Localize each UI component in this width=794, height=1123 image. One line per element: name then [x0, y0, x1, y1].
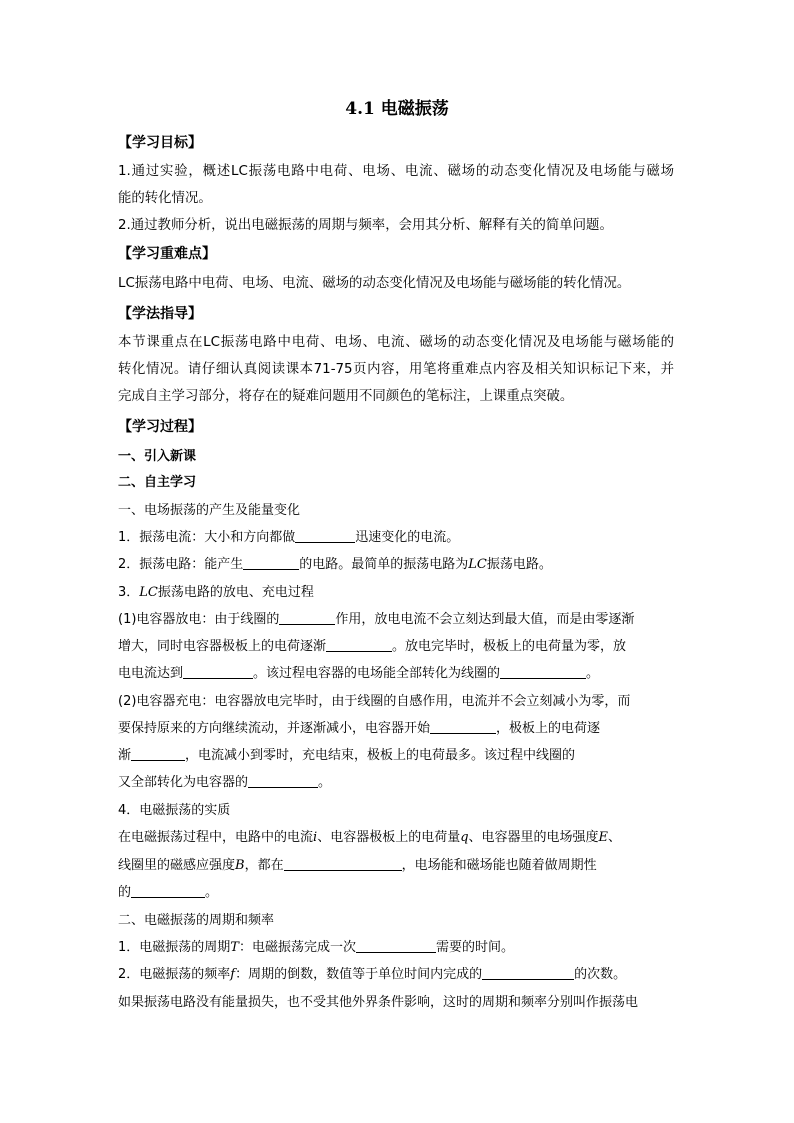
answer-blank[interactable] — [482, 965, 574, 980]
charge-line-1: (2)电容器充电：电容器放电完毕时，由于线圈的自感作用，电流并不会立刻减小为零，而 — [118, 694, 631, 709]
lc-symbol: LC — [139, 585, 158, 600]
essence-text-i: 。 — [205, 885, 219, 900]
frequency-text-b: ：周期的倒数，数值等于单位时间内完成的 — [235, 967, 483, 982]
frequency-symbol: f — [230, 967, 236, 982]
question-2-text-a: 2．振荡电路：能产生 — [118, 557, 244, 572]
charge-text-c: 渐 — [118, 748, 132, 763]
question-3 — [118, 583, 314, 603]
answer-blank[interactable] — [295, 528, 355, 543]
answer-blank[interactable] — [183, 664, 253, 679]
guidance-line-1: 本节课重点在LC振荡电路中电荷、电场、电流、磁场的动态变化情况及电场能与磁场能的 — [118, 335, 674, 350]
answer-blank[interactable] — [326, 637, 392, 652]
key-points-text: LC振荡电路中电荷、电场、电流、磁场的动态变化情况及电场能与磁场能的转化情况。 — [118, 276, 631, 291]
essence-text-f: ，都在 — [244, 858, 284, 873]
answer-blank[interactable] — [356, 938, 436, 953]
field-symbol: E — [598, 830, 609, 845]
question-4: 4．电磁振荡的实质 — [118, 803, 231, 818]
charge-symbol: q — [460, 830, 469, 845]
question-3-text: 振荡电路的放电、充电过程 — [157, 585, 314, 600]
current-symbol: i — [313, 830, 318, 845]
charge-line-2 — [118, 719, 600, 739]
discharge-line-1 — [118, 610, 634, 630]
charge-text-f: 。 — [318, 775, 332, 790]
part-1-heading: 一、电场振荡的产生及能量变化 — [118, 503, 301, 518]
period-line — [118, 938, 514, 958]
essence-line-1 — [118, 828, 621, 848]
charge-text-d: ，电流减小到零时，充电结束，极板上的电荷最多。该过程中线圈的 — [185, 748, 576, 763]
question-2-text-c: 振荡电路。 — [486, 557, 552, 572]
section-intro: 一、引入新课 — [118, 449, 197, 464]
frequency-text-c: 的次数。 — [574, 967, 627, 982]
magnetic-symbol: B — [235, 858, 245, 873]
discharge-text-e: 电电流达到 — [118, 666, 184, 681]
charge-text-a: 要保持原来的方向继续流动，并逐渐减小，电容器开始 — [118, 721, 431, 736]
essence-text-c: 、电容器里的电场强度 — [468, 830, 599, 845]
page-title: 4.1 电磁振荡 — [345, 99, 449, 119]
question-2 — [118, 555, 552, 575]
answer-blank[interactable] — [248, 773, 318, 788]
charge-line-4 — [118, 773, 331, 793]
section-self-study: 二、自主学习 — [118, 475, 197, 490]
period-text-b: ：电磁振荡完成一次 — [238, 940, 356, 955]
lc-symbol: LC — [468, 557, 487, 572]
objective-1-line-2: 能的转化情况。 — [118, 191, 212, 206]
heading-process: 【学习过程】 — [118, 419, 202, 435]
charge-line-3 — [118, 746, 575, 766]
answer-blank[interactable] — [284, 856, 402, 871]
charge-text-b: ，极板上的电荷逐 — [496, 721, 601, 736]
discharge-text-f: 。该过程电容器的电场能全部转化为线圈的 — [253, 666, 501, 681]
period-text-a: 1．电磁振荡的周期 — [118, 940, 231, 955]
objective-1-line-1: 1.通过实验，概述LC振荡电路中电荷、电场、电流、磁场的动态变化情况及电场能与磁场 — [118, 164, 674, 179]
discharge-line-2 — [118, 637, 626, 657]
essence-text-d: 、 — [608, 830, 622, 845]
discharge-text-c: 增大，同时电容器极板上的电荷逐渐 — [118, 639, 327, 654]
period-symbol: T — [230, 940, 239, 955]
guidance-line-3: 完成自主学习部分，将存在的疑难问题用不同颜色的笔标注，上课重点突破。 — [118, 389, 574, 404]
discharge-text-b: 作用，放电电流不会立刻达到最大值，而是由零逐渐 — [335, 612, 635, 627]
discharge-text-g: 。 — [586, 666, 600, 681]
answer-blank[interactable] — [131, 883, 205, 898]
charge-text-e: 又全部转化为电容器的 — [118, 775, 249, 790]
heading-key-points: 【学习重难点】 — [118, 246, 216, 262]
question-1-text-a: 1．振荡电流：大小和方向都做 — [118, 530, 296, 545]
discharge-text-d: 。放电完毕时，极板上的电荷量为零，放 — [392, 639, 627, 654]
essence-text-g: ，电场能和磁场能也随着做周期性 — [401, 858, 597, 873]
essence-line-3 — [118, 883, 218, 903]
discharge-text-a: (1)电容器放电：由于线圈的 — [118, 612, 280, 627]
heading-objectives: 【学习目标】 — [118, 135, 202, 151]
final-line: 如果振荡电路没有能量损失，也不受其他外界条件影响，这时的周期和频率分别叫作振荡电 — [118, 995, 639, 1010]
essence-text-h: 的 — [118, 885, 132, 900]
question-3-number: 3． — [118, 585, 140, 600]
heading-guidance: 【学法指导】 — [118, 306, 202, 322]
frequency-text-a: 2．电磁振荡的频率 — [118, 967, 231, 982]
part-2-heading: 二、电磁振荡的周期和频率 — [118, 913, 275, 928]
discharge-line-3 — [118, 664, 599, 684]
answer-blank[interactable] — [243, 555, 299, 570]
answer-blank[interactable] — [430, 719, 496, 734]
frequency-line — [118, 965, 626, 985]
answer-blank[interactable] — [131, 746, 185, 761]
answer-blank[interactable] — [279, 610, 335, 625]
question-1-text-b: 迅速变化的电流。 — [355, 530, 460, 545]
question-1 — [118, 528, 459, 548]
essence-text-a: 在电磁振荡过程中，电路中的电流 — [118, 830, 314, 845]
period-text-c: 需要的时间。 — [435, 940, 514, 955]
essence-text-b: 、电容器极板上的电荷量 — [317, 830, 461, 845]
essence-text-e: 线圈里的磁感应强度 — [118, 858, 236, 873]
question-2-text-b: 的电路。最简单的振荡电路为 — [299, 557, 469, 572]
guidance-line-2: 转化情况。请仔细认真阅读课本71-75页内容，用笔将重难点内容及相关知识标记下来，并 — [118, 362, 674, 377]
answer-blank[interactable] — [500, 664, 586, 679]
objective-2: 2.通过教师分析，说出电磁振荡的周期与频率，会用其分析、解释有关的简单问题。 — [118, 218, 613, 233]
essence-line-2 — [118, 856, 597, 876]
